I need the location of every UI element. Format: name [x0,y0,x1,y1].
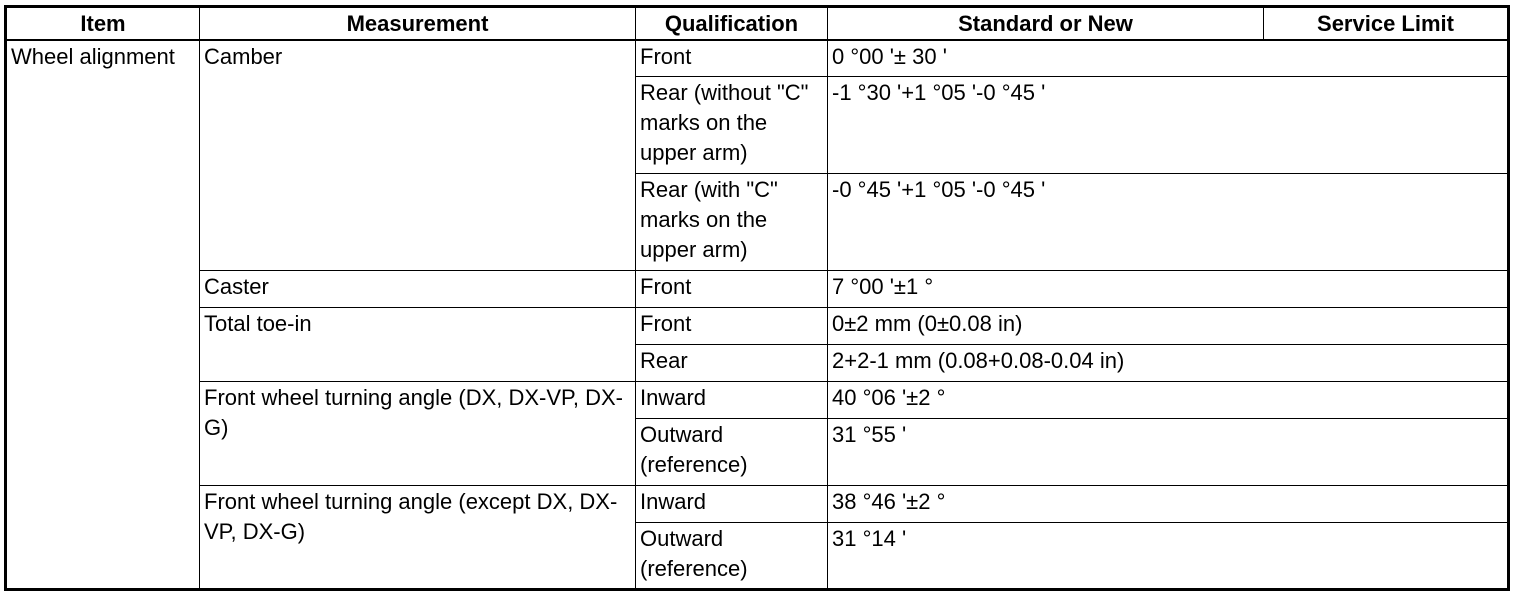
item-cell: Wheel alignment [6,40,200,590]
header-row [6,7,1509,41]
header-measurement: Measurement [200,7,636,41]
standard-cell: -1 °30 '+1 °05 '-0 °45 ' [828,76,1509,173]
measurement-cell: Front wheel turning angle (except DX, DX-VP, DX-G) [200,485,636,589]
measurement-cell: Front wheel turning angle (DX, DX-VP, DX-G) [200,381,636,485]
header-item: Item [6,7,200,41]
qualification-cell: Front [636,270,828,307]
standard-cell: 0±2 mm (0±0.08 in) [828,307,1509,344]
table-row [6,270,1509,307]
measurement-cell: Caster [200,270,636,307]
qualification-cell: Rear (without "C" marks on the upper arm) [636,76,828,173]
qualification-cell: Rear (with "C" marks on the upper arm) [636,173,828,270]
header-qualification: Qualification [636,7,828,41]
standard-cell: 2+2-1 mm (0.08+0.08-0.04 in) [828,344,1509,381]
standard-cell: 31 °14 ' [828,522,1509,589]
qualification-cell: Rear [636,344,828,381]
standard-cell: -0 °45 '+1 °05 '-0 °45 ' [828,173,1509,270]
qualification-cell: Front [636,40,828,76]
header-standard: Standard or New [828,7,1264,41]
qualification-cell: Outward (reference) [636,522,828,589]
standard-cell: 7 °00 '±1 ° [828,270,1509,307]
qualification-cell: Outward (reference) [636,418,828,485]
standard-cell: 38 °46 '±2 ° [828,485,1509,522]
measurement-cell: Total toe-in [200,307,636,381]
header-service-limit: Service Limit [1264,7,1509,41]
measurement-cell: Camber [200,40,636,270]
standard-cell: 40 °06 '±2 ° [828,381,1509,418]
spec-table [4,5,1510,591]
qualification-cell: Front [636,307,828,344]
qualification-cell: Inward [636,381,828,418]
table-row [6,40,1509,76]
standard-cell: 0 °00 '± 30 ' [828,40,1509,76]
standard-cell: 31 °55 ' [828,418,1509,485]
table-row [6,381,1509,418]
table-row [6,307,1509,344]
table-row [6,485,1509,522]
qualification-cell: Inward [636,485,828,522]
